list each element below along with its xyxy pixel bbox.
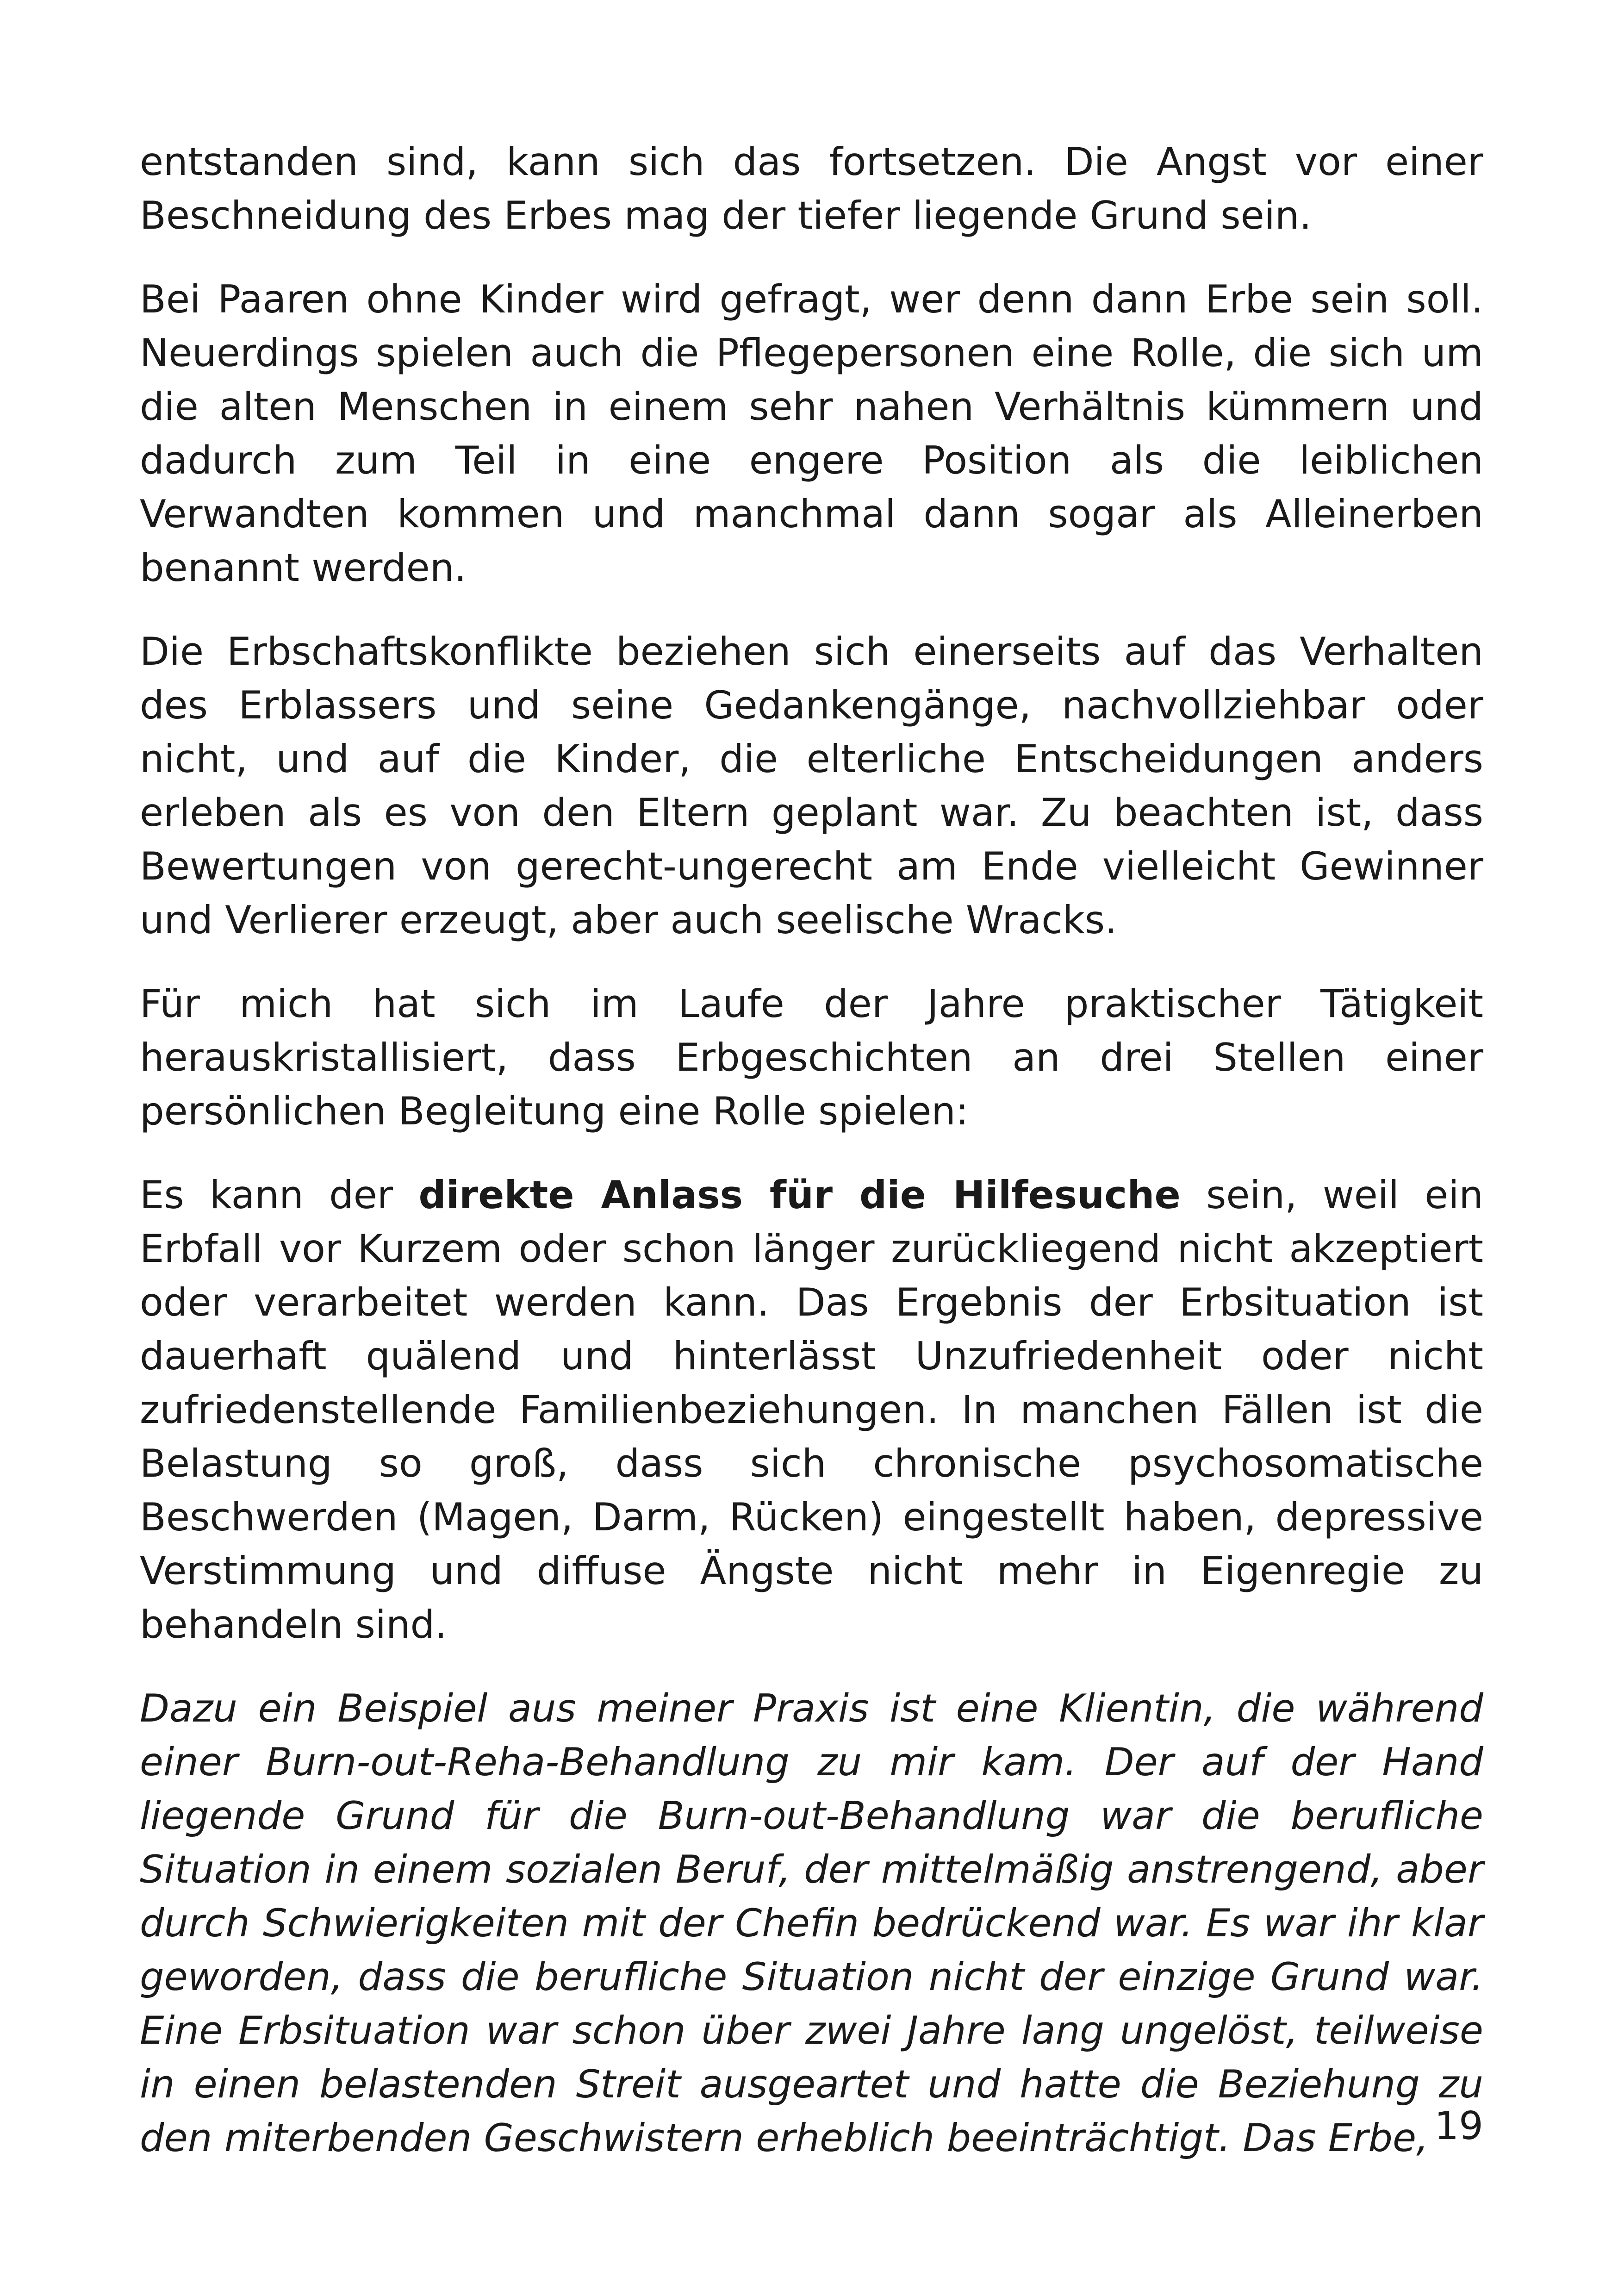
paragraph-5-prefix: Es kann der [140,1173,419,1217]
paragraph-2: Bei Paaren ohne Kinder wird gefragt, wer denn dann Erbe sein soll. Neuerdings spielen auch die Pflegepersonen eine Rolle, die sich um die alten Menschen in einem sehr nahen Verhältnis kümmern und dadurch zum Teil in eine engere Position als die leiblichen Verwandten kommen und manchmal dann sogar als Alleinerben benannt werden. [140,277,1483,590]
page-body [140,135,1483,2195]
paragraph-5-emphasis: direkte Anlass für die Hilfesuche [418,1173,1181,1217]
paragraph-5-suffix: sein, weil ein Erbfall vor Kurzem oder schon länger zurückliegend nicht akzeptiert oder verarbeitet werden kann. Das Ergebnis der Erbsituation ist dauerhaft quälend und hinterlässt Unzufriedenheit oder nicht zufriedenstellende Familienbeziehungen. In manchen Fällen ist die Belastung so groß, dass sich chronische psychosomatische Beschwerden (Magen, Darm, Rücken) eingestellt haben, depressive Verstimmung und diffuse Ängste nicht mehr in Eigenregie zu behandeln sind. [140,1173,1483,1647]
page-number: 19 [1434,2103,1483,2148]
example-paragraph: Dazu ein Beispiel aus meiner Praxis ist eine Klientin, die während einer Burn-out-Reha-Behandlung zu mir kam. Der auf der Hand liegende Grund für die Burn-out-Behandlung war die berufliche Situation in einem sozialen Beruf, der mittelmäßig anstrengend, aber durch Schwierigkeiten mit der Chefin bedrückend war. Es war ihr klar geworden, dass die berufliche Situation nicht der einzige Grund war. Eine Erbsituation war schon über zwei Jahre lang ungelöst, teilweise in einen belastenden Streit ausgeartet und hatte die Beziehung zu den miterbenden Geschwistern erheblich beeinträchtigt. Das Erbe, [140,1686,1483,2160]
paragraph-4: Für mich hat sich im Laufe der Jahre praktischer Tätigkeit herauskristallisiert, dass Erbgeschichten an drei Stellen einer persönlichen Begleitung eine Rolle spielen: [140,981,1483,1134]
paragraph-5 [140,1168,1483,1652]
paragraph-1: entstanden sind, kann sich das fortsetzen. Die Angst vor einer Beschneidung des Erbes mag der tiefer liegende Grund sein. [140,139,1483,238]
paragraph-3: Die Erbschaftskonflikte beziehen sich einerseits auf das Verhalten des Erblassers und seine Gedankengänge, nachvollziehbar oder nicht, und auf die Kinder, die elterliche Entscheidungen anders erleben als es von den Eltern geplant war. Zu beachten ist, dass Bewertungen von gerecht-ungerecht am Ende vielleicht Gewinner und Verlierer erzeugt, aber auch seelische Wracks. [140,629,1483,942]
